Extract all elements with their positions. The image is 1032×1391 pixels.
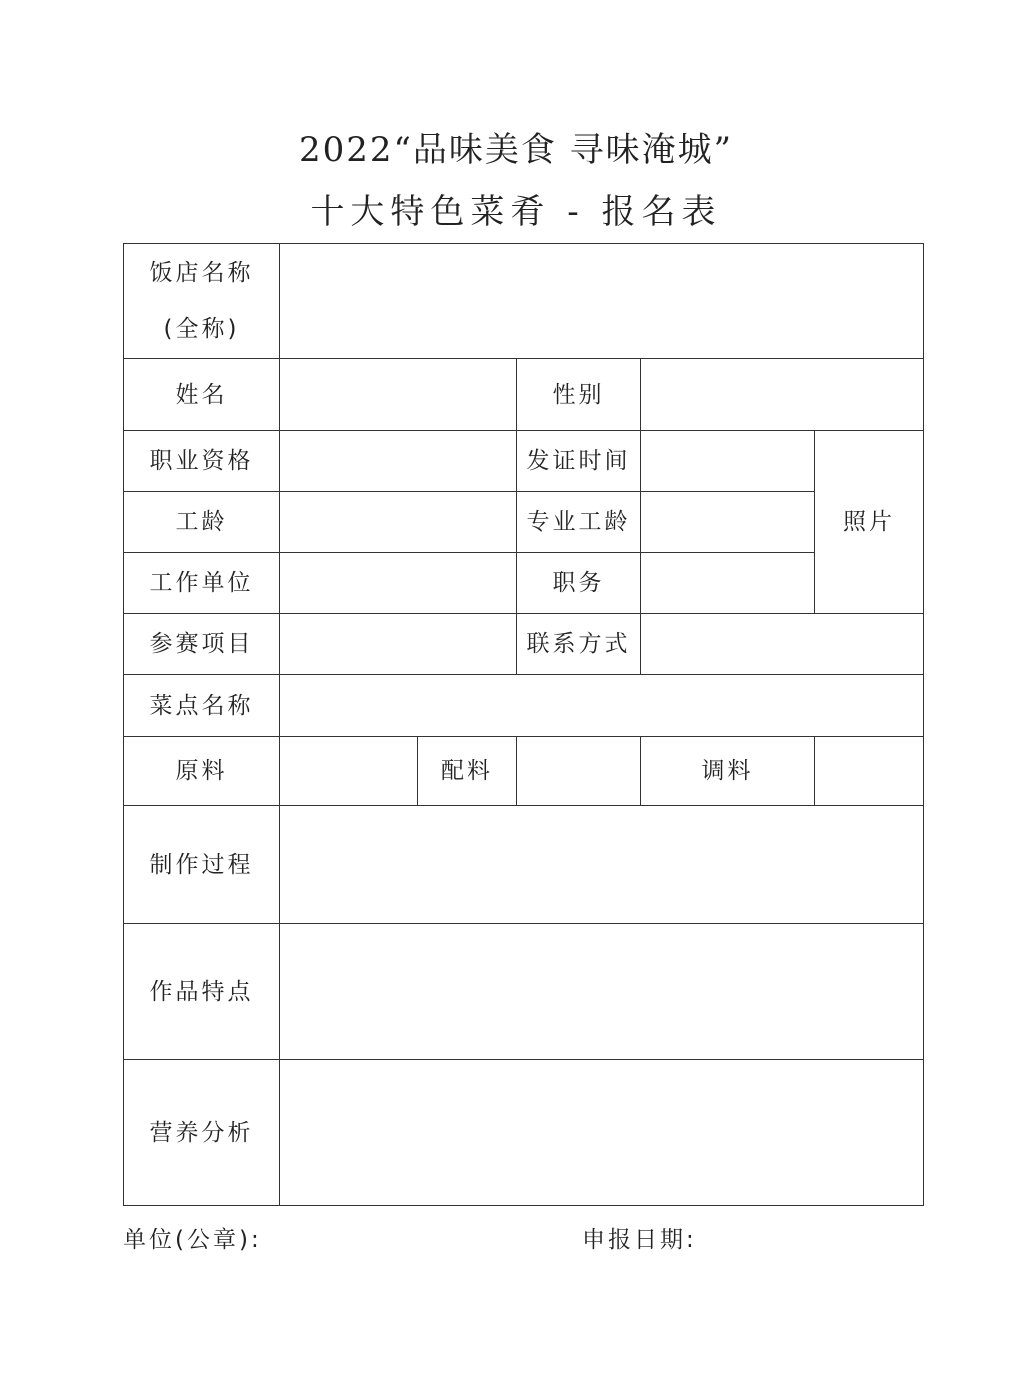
seasoning-label: 调料 xyxy=(641,737,815,806)
table-row xyxy=(124,359,924,431)
table-row xyxy=(124,553,924,614)
restaurant-name-label-line2: (全称) xyxy=(163,316,240,342)
table-row xyxy=(124,244,924,359)
features-label: 作品特点 xyxy=(124,924,280,1060)
main-ingredients-field[interactable] xyxy=(280,737,418,806)
nutrition-label: 营养分析 xyxy=(124,1060,280,1206)
gender-field[interactable] xyxy=(641,359,924,431)
table-row xyxy=(124,614,924,675)
employer-label: 工作单位 xyxy=(124,553,280,614)
features-field[interactable] xyxy=(280,924,924,1060)
issue-date-field[interactable] xyxy=(641,431,815,492)
restaurant-name-label xyxy=(124,244,280,359)
professional-years-label: 专业工龄 xyxy=(517,492,641,553)
position-label: 职务 xyxy=(517,553,641,614)
issue-date-label: 发证时间 xyxy=(517,431,641,492)
photo-box[interactable]: 照片 xyxy=(815,431,924,614)
work-years-field[interactable] xyxy=(280,492,517,553)
entry-field[interactable] xyxy=(280,614,517,675)
table-row xyxy=(124,431,924,492)
position-field[interactable] xyxy=(641,553,815,614)
dish-name-field[interactable] xyxy=(280,675,924,737)
restaurant-name-field[interactable] xyxy=(280,244,924,359)
form-title-line2: 十大特色菜肴 - 报名表 xyxy=(310,192,722,232)
process-label: 制作过程 xyxy=(124,806,280,924)
unit-seal-label: 单位(公章): xyxy=(123,1227,262,1253)
main-ingredients-label: 原料 xyxy=(124,737,280,806)
name-label: 姓名 xyxy=(124,359,280,431)
name-field[interactable] xyxy=(280,359,517,431)
side-ingredients-label: 配料 xyxy=(418,737,517,806)
table-row xyxy=(124,1060,924,1206)
form-title-line1: 2022“品味美食 寻味淹城” xyxy=(298,130,734,170)
contact-label: 联系方式 xyxy=(517,614,641,675)
table-row xyxy=(124,806,924,924)
seasoning-field[interactable] xyxy=(815,737,924,806)
work-years-label: 工龄 xyxy=(124,492,280,553)
table-row xyxy=(124,492,924,553)
contact-field[interactable] xyxy=(641,614,924,675)
qualification-field[interactable] xyxy=(280,431,517,492)
nutrition-field[interactable] xyxy=(280,1060,924,1206)
table-row xyxy=(124,737,924,806)
entry-label: 参赛项目 xyxy=(124,614,280,675)
table-row xyxy=(124,924,924,1060)
process-field[interactable] xyxy=(280,806,924,924)
registration-form-table xyxy=(123,243,924,1206)
employer-field[interactable] xyxy=(280,553,517,614)
table-row xyxy=(124,675,924,737)
side-ingredients-field[interactable] xyxy=(517,737,641,806)
restaurant-name-label-line1: 饭店名称 xyxy=(149,260,254,286)
professional-years-field[interactable] xyxy=(641,492,815,553)
qualification-label: 职业资格 xyxy=(124,431,280,492)
dish-name-label: 菜点名称 xyxy=(124,675,280,737)
gender-label: 性别 xyxy=(517,359,641,431)
declaration-date-label: 申报日期: xyxy=(582,1227,697,1253)
